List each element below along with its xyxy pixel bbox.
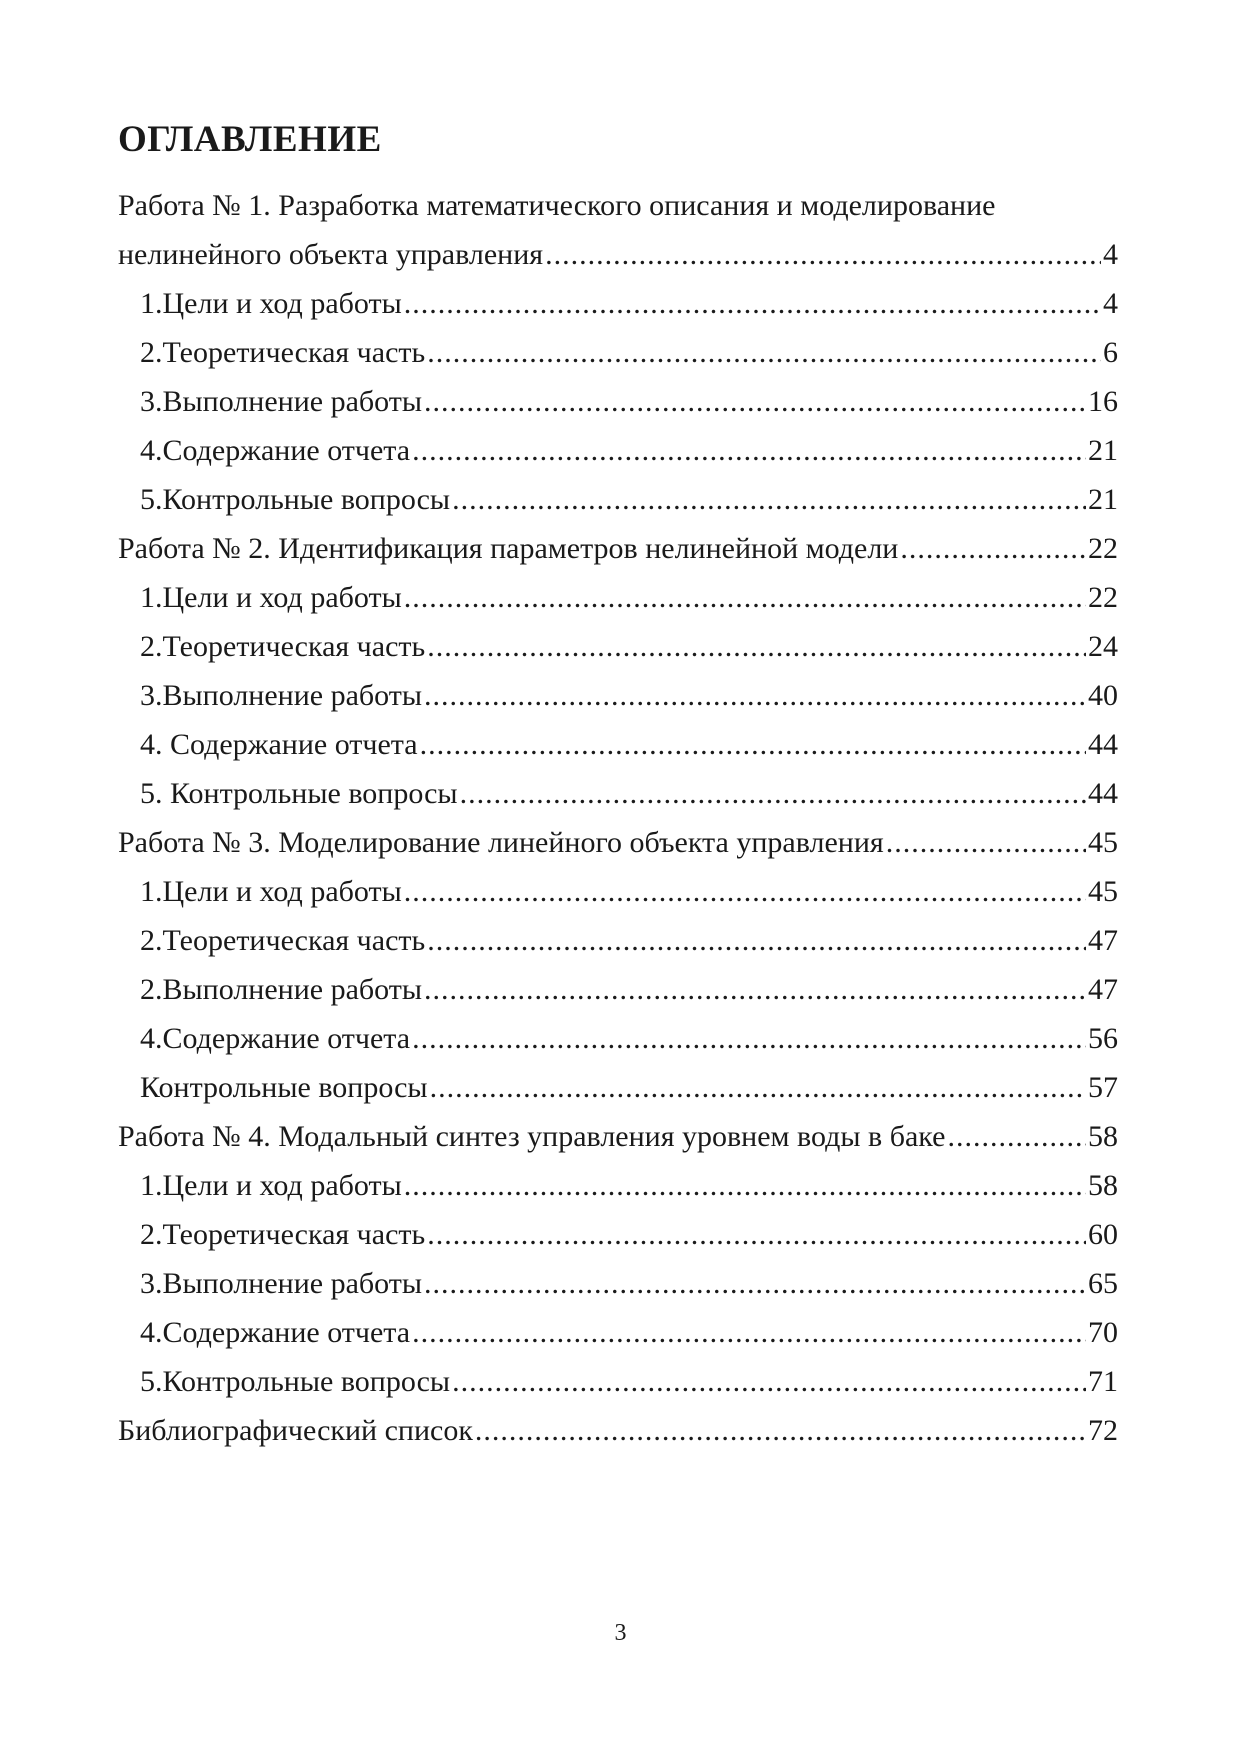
dot-leader	[430, 1063, 1086, 1112]
toc-page-number: 45	[1088, 826, 1118, 859]
dot-leader	[427, 622, 1086, 671]
toc-bibliography[interactable]	[118, 1406, 1118, 1455]
toc-work-1-title-line1[interactable]	[118, 181, 1118, 230]
dot-leader	[412, 1308, 1086, 1357]
section-number: 3.	[140, 385, 163, 418]
toc-page-number: 4	[1103, 287, 1118, 320]
section-number: 1.	[140, 287, 163, 320]
toc-entry-label: Теоретическая часть	[162, 1218, 426, 1251]
section-number: 4.	[140, 728, 163, 761]
section-number: 3.	[140, 1267, 163, 1300]
toc-entry-label: Цели и ход работы	[162, 1169, 402, 1202]
toc-page-number: 56	[1088, 1022, 1118, 1055]
toc-entry-label: Библиографический список	[118, 1414, 473, 1447]
toc-section-4-3[interactable]	[118, 1259, 1118, 1308]
toc-entry-label: Содержание отчета	[162, 434, 411, 467]
toc-work-1[interactable]	[118, 230, 1118, 279]
dot-leader	[412, 1014, 1086, 1063]
toc-section-4-4[interactable]	[118, 1308, 1118, 1357]
section-number: 3.	[140, 679, 163, 712]
section-number: 1.	[140, 875, 163, 908]
toc-page-number: 72	[1088, 1414, 1118, 1447]
toc-entry-label: Контрольные вопросы	[162, 1365, 451, 1398]
toc-page-number: 22	[1088, 532, 1118, 565]
section-number: 5.	[140, 777, 163, 810]
section-number: 4.	[140, 434, 163, 467]
toc-entry-label: Теоретическая часть	[162, 924, 426, 957]
toc-entry-label: Содержание отчета	[162, 1022, 411, 1055]
toc-entry-label: Цели и ход работы	[162, 581, 402, 614]
toc-section-1-4[interactable]	[118, 426, 1118, 475]
toc-page-number: 21	[1088, 483, 1118, 516]
dot-leader	[404, 867, 1086, 916]
toc-page-number: 44	[1088, 777, 1118, 810]
toc-entry-label: нелинейного объекта управления	[118, 238, 544, 271]
toc-entry-label: Выполнение работы	[162, 385, 423, 418]
section-number: 5.	[140, 1365, 163, 1398]
table-of-contents	[118, 181, 1118, 1455]
toc-entry-label: Работа № 4. Модальный синтез управления уровнем воды в баке	[118, 1120, 946, 1153]
toc-section-2-3[interactable]	[118, 671, 1118, 720]
toc-page-number: 16	[1088, 385, 1118, 418]
dot-leader	[545, 230, 1101, 279]
toc-work-3[interactable]	[118, 818, 1118, 867]
dot-leader	[412, 426, 1086, 475]
dot-leader	[424, 965, 1086, 1014]
dot-leader	[424, 671, 1086, 720]
section-number: 4.	[140, 1316, 163, 1349]
page-number: 3	[614, 1620, 627, 1646]
toc-page-number: 24	[1088, 630, 1118, 663]
toc-entry-label: Контрольные вопросы	[170, 777, 458, 810]
section-number: 1.	[140, 1169, 163, 1202]
section-number: 2.	[140, 1218, 163, 1251]
dot-leader	[427, 328, 1101, 377]
section-number: 5.	[140, 483, 163, 516]
dot-leader	[947, 1112, 1086, 1161]
dot-leader	[427, 916, 1086, 965]
toc-entry-label: Выполнение работы	[162, 973, 423, 1006]
toc-page-number: 4	[1103, 238, 1118, 271]
toc-page-number: 58	[1088, 1169, 1118, 1202]
dot-leader	[475, 1406, 1086, 1455]
toc-page-number: 71	[1088, 1365, 1118, 1398]
toc-work-2[interactable]	[118, 524, 1118, 573]
toc-section-1-1[interactable]	[118, 279, 1118, 328]
toc-section-1-2[interactable]	[118, 328, 1118, 377]
toc-entry-label: Контрольные вопросы	[162, 483, 451, 516]
dot-leader	[424, 1259, 1086, 1308]
toc-section-2-5[interactable]	[118, 769, 1118, 818]
toc-work-4[interactable]	[118, 1112, 1118, 1161]
toc-page-number: 70	[1088, 1316, 1118, 1349]
toc-page-number: 44	[1088, 728, 1118, 761]
toc-entry-label: Работа № 3. Моделирование линейного объекта управления	[118, 826, 884, 859]
toc-entry-label: Работа № 1. Разработка математического описания и моделирование	[118, 189, 996, 222]
dot-leader	[886, 818, 1086, 867]
toc-page-number: 58	[1088, 1120, 1118, 1153]
dot-leader	[460, 769, 1086, 818]
toc-page-number: 6	[1103, 336, 1118, 369]
toc-section-3-5[interactable]	[118, 1063, 1118, 1112]
toc-section-1-5[interactable]	[118, 475, 1118, 524]
toc-page-number: 45	[1088, 875, 1118, 908]
toc-page-number: 60	[1088, 1218, 1118, 1251]
toc-section-2-1[interactable]	[118, 573, 1118, 622]
toc-page-number: 57	[1088, 1071, 1118, 1104]
toc-page-number: 65	[1088, 1267, 1118, 1300]
page-title: ОГЛАВЛЕНИЕ	[118, 119, 382, 160]
toc-page-number: 47	[1088, 973, 1118, 1006]
dot-leader	[452, 1357, 1086, 1406]
toc-entry-label: Цели и ход работы	[162, 875, 402, 908]
section-number: 2.	[140, 630, 163, 663]
dot-leader	[424, 377, 1086, 426]
dot-leader	[452, 475, 1086, 524]
dot-leader	[900, 524, 1086, 573]
toc-page-number: 21	[1088, 434, 1118, 467]
toc-section-3-1[interactable]	[118, 867, 1118, 916]
toc-section-3-3[interactable]	[118, 965, 1118, 1014]
toc-section-4-1[interactable]	[118, 1161, 1118, 1210]
section-number: 2.	[140, 336, 163, 369]
section-number: 1.	[140, 581, 163, 614]
toc-entry-label: Выполнение работы	[162, 679, 423, 712]
toc-page-number: 47	[1088, 924, 1118, 957]
toc-section-4-5[interactable]	[118, 1357, 1118, 1406]
dot-leader	[420, 720, 1086, 769]
toc-section-2-2[interactable]	[118, 622, 1118, 671]
toc-section-2-4[interactable]	[118, 720, 1118, 769]
toc-entry-label: Контрольные вопросы	[140, 1071, 428, 1104]
toc-entry-label: Цели и ход работы	[162, 287, 402, 320]
toc-entry-label: Содержание отчета	[170, 728, 418, 761]
toc-page-number: 22	[1088, 581, 1118, 614]
toc-entry-label: Теоретическая часть	[162, 630, 426, 663]
toc-entry-label: Содержание отчета	[162, 1316, 411, 1349]
toc-section-4-2[interactable]	[118, 1210, 1118, 1259]
section-number: 2.	[140, 973, 163, 1006]
dot-leader	[404, 573, 1086, 622]
toc-entry-label: Работа № 2. Идентификация параметров нелинейной модели	[118, 532, 899, 565]
section-number: 2.	[140, 924, 163, 957]
dot-leader	[404, 1161, 1086, 1210]
section-number: 4.	[140, 1022, 163, 1055]
toc-page-number: 40	[1088, 679, 1118, 712]
toc-entry-label: Выполнение работы	[162, 1267, 423, 1300]
dot-leader	[404, 279, 1101, 328]
toc-entry-label: Теоретическая часть	[162, 336, 426, 369]
toc-section-3-4[interactable]	[118, 1014, 1118, 1063]
toc-section-3-2[interactable]	[118, 916, 1118, 965]
dot-leader	[427, 1210, 1086, 1259]
toc-section-1-3[interactable]	[118, 377, 1118, 426]
